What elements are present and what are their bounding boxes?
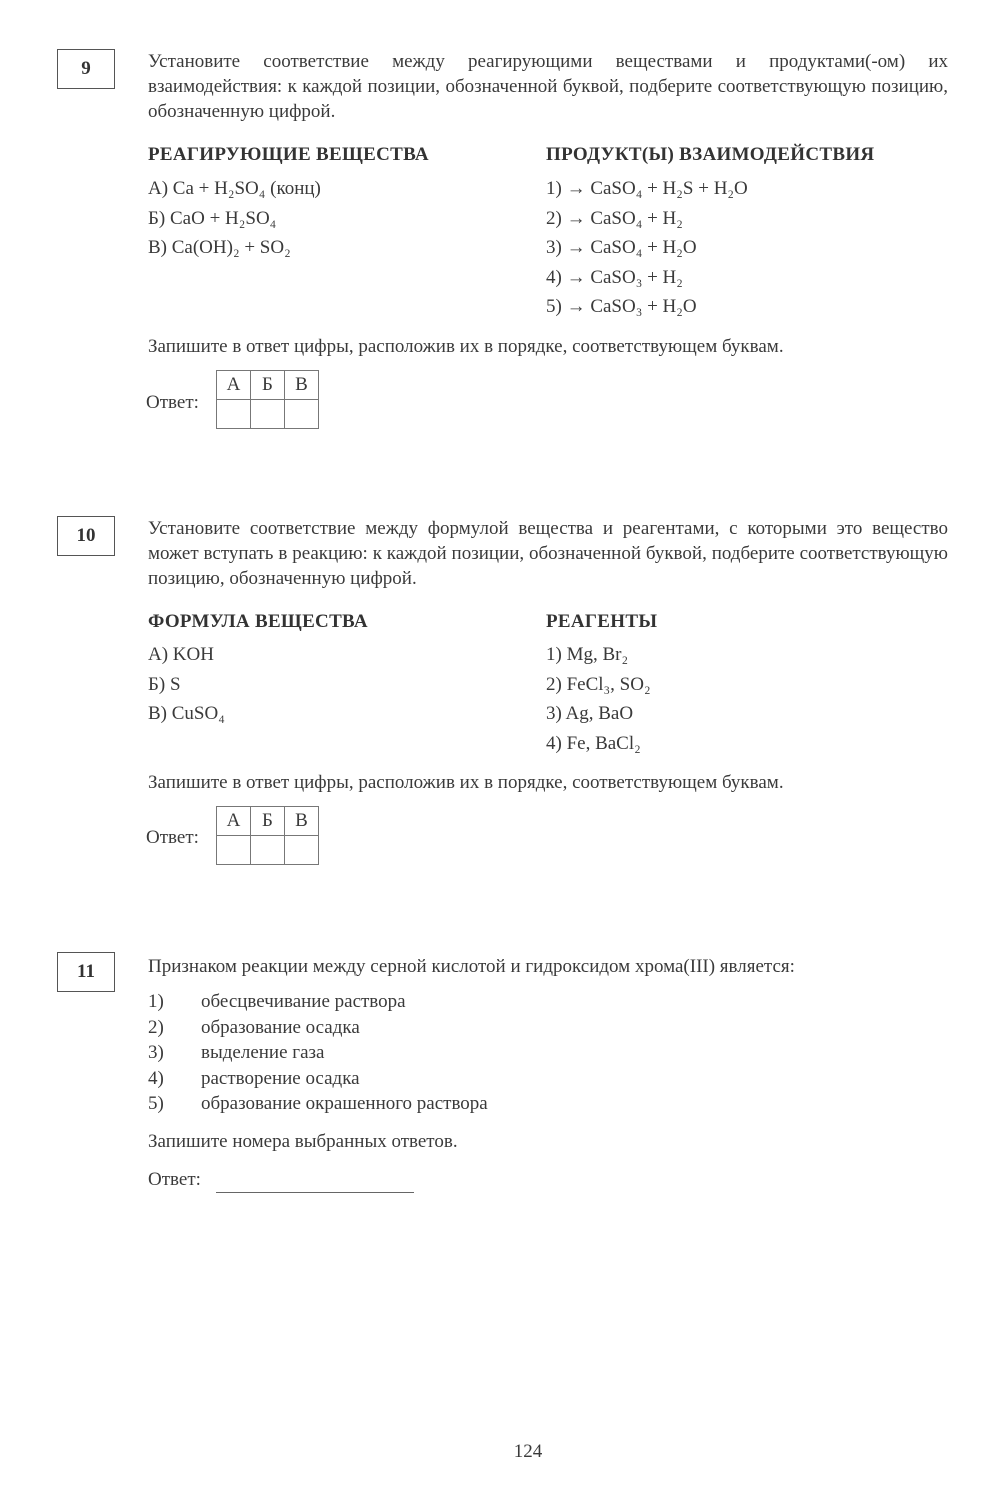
list-item: 5) → CaSO₃ + H₂O xyxy=(546,296,697,317)
list-item xyxy=(148,1091,488,1117)
task-9-answer-label: Ответ: xyxy=(146,392,199,413)
answer-column-header: В xyxy=(285,371,319,400)
list-item: 1) Mg, Br₂ xyxy=(546,644,629,665)
list-item xyxy=(148,1040,488,1066)
task-11-answer-label: Ответ: xyxy=(148,1169,201,1190)
answer-cell[interactable] xyxy=(285,836,319,865)
answer-cell[interactable] xyxy=(285,400,319,429)
task-10-answer-label: Ответ: xyxy=(146,827,199,848)
option-text: образование осадка xyxy=(201,1016,360,1038)
task-9-reactants-list xyxy=(148,174,321,263)
list-item xyxy=(148,1015,488,1041)
task-9-right-heading: ПРОДУКТ(Ы) ВЗАИМОДЕЙСТВИЯ xyxy=(546,144,875,165)
option-number: 4) xyxy=(148,1067,164,1089)
list-item: 1) → CaSO₄ + H₂S + H₂O xyxy=(546,178,748,199)
answer-cell[interactable] xyxy=(217,400,251,429)
answer-column-header: В xyxy=(285,807,319,836)
option-number: 1) xyxy=(148,991,164,1012)
list-item: В) CuSO₄ xyxy=(148,703,225,724)
option-text: выделение газа xyxy=(201,1042,325,1064)
option-number: 3) xyxy=(148,1042,164,1064)
task-9-products-list xyxy=(546,174,748,322)
list-item xyxy=(148,989,488,1015)
list-item: 2) FeCl₃, SO₂ xyxy=(546,673,651,695)
list-item: Б) CaO + H₂SO₄ xyxy=(148,207,277,229)
answer-column-header: Б xyxy=(251,371,285,400)
list-item: 3) → CaSO₄ + H₂O xyxy=(546,237,697,258)
task-11-options-list xyxy=(148,989,488,1117)
task-11-stem: Признаком реакции между серной кислотой и гидроксидом хрома(III) является: xyxy=(148,956,795,977)
option-number: 2) xyxy=(148,1016,164,1038)
list-item: А) KOH xyxy=(148,644,214,665)
option-text: образование окрашенного раствора xyxy=(201,1093,488,1115)
answer-column-header: А xyxy=(217,371,251,400)
task-10-instruction: Запишите в ответ цифры, расположив их в порядке, соответствующем буквам. xyxy=(148,772,784,793)
task-9-left-heading: РЕАГИРУЮЩИЕ ВЕЩЕСТВА xyxy=(148,144,429,165)
list-item: А) Ca + H₂SO₄ (конц) xyxy=(148,178,321,199)
task-10-answer-table xyxy=(216,806,319,865)
task-11-answer-field[interactable] xyxy=(216,1170,414,1193)
answer-column-header: Б xyxy=(251,807,285,836)
task-number-11: 11 xyxy=(57,952,115,992)
list-item: 3) Ag, BaO xyxy=(546,703,634,724)
answer-cell[interactable] xyxy=(251,836,285,865)
answer-cell[interactable] xyxy=(251,400,285,429)
list-item: 4) Fe, BaCl₂ xyxy=(546,732,641,754)
task-9-instruction: Запишите в ответ цифры, расположив их в порядке, соответствующем буквам. xyxy=(148,336,784,357)
list-item xyxy=(148,1066,488,1092)
option-text: растворение осадка xyxy=(201,1067,360,1089)
task-10-right-heading: РЕАГЕНТЫ xyxy=(546,611,658,632)
task-number-9: 9 xyxy=(57,49,115,89)
task-9-answer-table xyxy=(216,370,319,429)
list-item: Б) S xyxy=(148,673,181,695)
answer-column-header: А xyxy=(217,807,251,836)
task-11-instruction: Запишите номера выбранных ответов. xyxy=(148,1131,458,1152)
task-9-stem: Установите соответствие между реагирующими веществами и продуктами(-ом) их взаимодействия: к каждой позиции, обозначенной буквой, подберите соответствующую позицию, обозначенную цифрой. xyxy=(148,51,948,122)
list-item: В) Ca(OH)₂ + SO₂ xyxy=(148,237,291,258)
option-number: 5) xyxy=(148,1093,164,1115)
task-number-10: 10 xyxy=(57,516,115,556)
page-number: 124 xyxy=(513,1441,543,1462)
task-10-reagents-list xyxy=(546,640,651,758)
task-10-left-heading: ФОРМУЛА ВЕЩЕСТВА xyxy=(148,611,368,632)
option-text: обесцвечивание раствора xyxy=(201,991,406,1012)
answer-cell[interactable] xyxy=(217,836,251,865)
task-10-formulas-list xyxy=(148,640,225,729)
list-item: 4) → CaSO₃ + H₂ xyxy=(546,266,683,288)
list-item: 2) → CaSO₄ + H₂ xyxy=(546,207,683,229)
task-10-stem: Установите соответствие между формулой вещества и реагентами, с которыми это вещество может вступать в реакцию: к каждой позиции, обозначенной буквой, подберите соответствующую позицию, обозначенную цифрой. xyxy=(148,518,948,589)
